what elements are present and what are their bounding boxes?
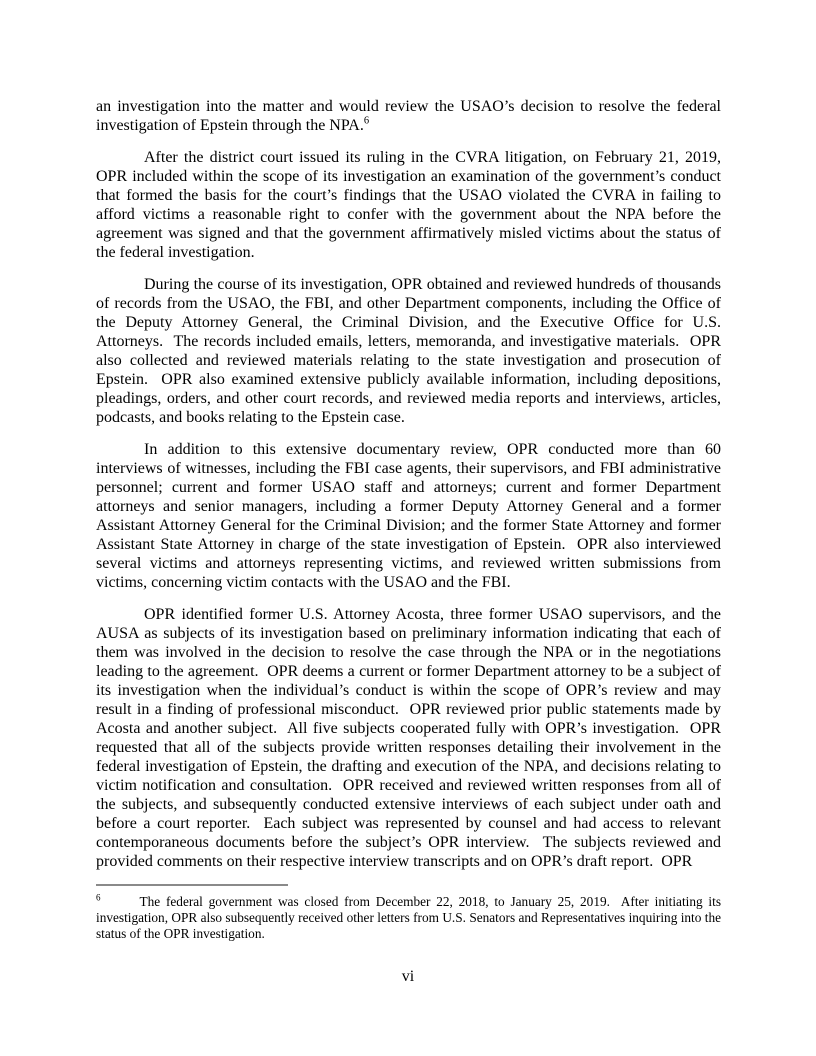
page-number: vi	[401, 968, 415, 985]
paragraph-1	[96, 97, 721, 135]
paragraph-2: After the district court issued its ruling in the CVRA litigation, on February 21, 2019, OPR included within the scope of its investigation an examination of the government’s conduct that formed the basis for the court’s findings that the USAO violated the CVRA in failing to afford victims a reasonable right to confer with the government about the NPA before the agreement was signed and that the government affirmatively misled victims about the status of the federal investigation.	[96, 149, 721, 261]
paragraph-3: During the course of its investigation, OPR obtained and reviewed hundreds of thousands of records from the USAO, the FBI, and other Department components, including the Office of the Deputy Attorney General, the Criminal Division, and the Executive Office for U.S. Attorneys. The records included emails, letters, memoranda, and investigative materials. OPR also collected and reviewed materials relating to the state investigation and prosecution of Epstein. OPR also examined extensive publicly available information, including depositions, pleadings, orders, and other court records, and reviewed media reports and interviews, articles, podcasts, and books relating to the Epstein case.	[96, 276, 721, 426]
footnote-separator-rule	[96, 884, 288, 886]
footnote-area	[96, 884, 721, 942]
paragraph-4: In addition to this extensive documentary review, OPR conducted more than 60 interviews of witnesses, including the FBI case agents, their supervisors, and FBI administrative personnel; current and former USAO staff and attorneys; current and former Department attorneys and senior managers, including a former Deputy Attorney General and a former Assistant Attorney General for the Criminal Division; and the former State Attorney and former Assistant State Attorney in charge of the state investigation of Epstein. OPR also interviewed several victims and attorneys representing victims, and reviewed written submissions from victims, concerning victim contacts with the USAO and the FBI.	[96, 441, 721, 591]
footnote-reference-6: 6	[363, 115, 370, 127]
main-text-column	[96, 97, 721, 884]
footnote-marker: 6	[96, 892, 101, 903]
paragraph-5: OPR identified former U.S. Attorney Acosta, three former USAO supervisors, and the AUSA as subjects of its investigation based on preliminary information indicating that each of them was involved in the decision to resolve the case through the NPA or in the negotiations leading to the agreement. OPR deems a current or former Department attorney to be a subject of its investigation when the individual’s conduct is within the scope of OPR’s review and may result in a finding of professional misconduct. OPR reviewed prior public statements made by Acosta and another subject. All five subjects cooperated fully with OPR’s investigation. OPR requested that all of the subjects provide written responses detailing their involvement in the federal investigation of Epstein, the drafting and execution of the NPA, and decisions relating to victim notification and consultation. OPR received and reviewed written responses from all of the subjects, and subsequently conducted extensive interviews of each subject under oath and before a court reporter. Each subject was represented by counsel and had access to relevant contemporaneous documents before the subject’s OPR interview. The subjects reviewed and provided comments on their respective interview transcripts and on OPR’s draft report. OPR	[96, 606, 721, 870]
footnote-text: The federal government was closed from December 22, 2018, to January 25, 2019. After initiating its investigation, OPR also subsequently received other letters from U.S. Senators and Representatives inquiring into the status of the OPR investigation.	[96, 894, 721, 941]
footnote-6	[96, 894, 721, 942]
paragraph-1-text: an investigation into the matter and would review the USAO’s decision to resolve the federal investigation of Epstein through the NPA.	[96, 98, 721, 134]
